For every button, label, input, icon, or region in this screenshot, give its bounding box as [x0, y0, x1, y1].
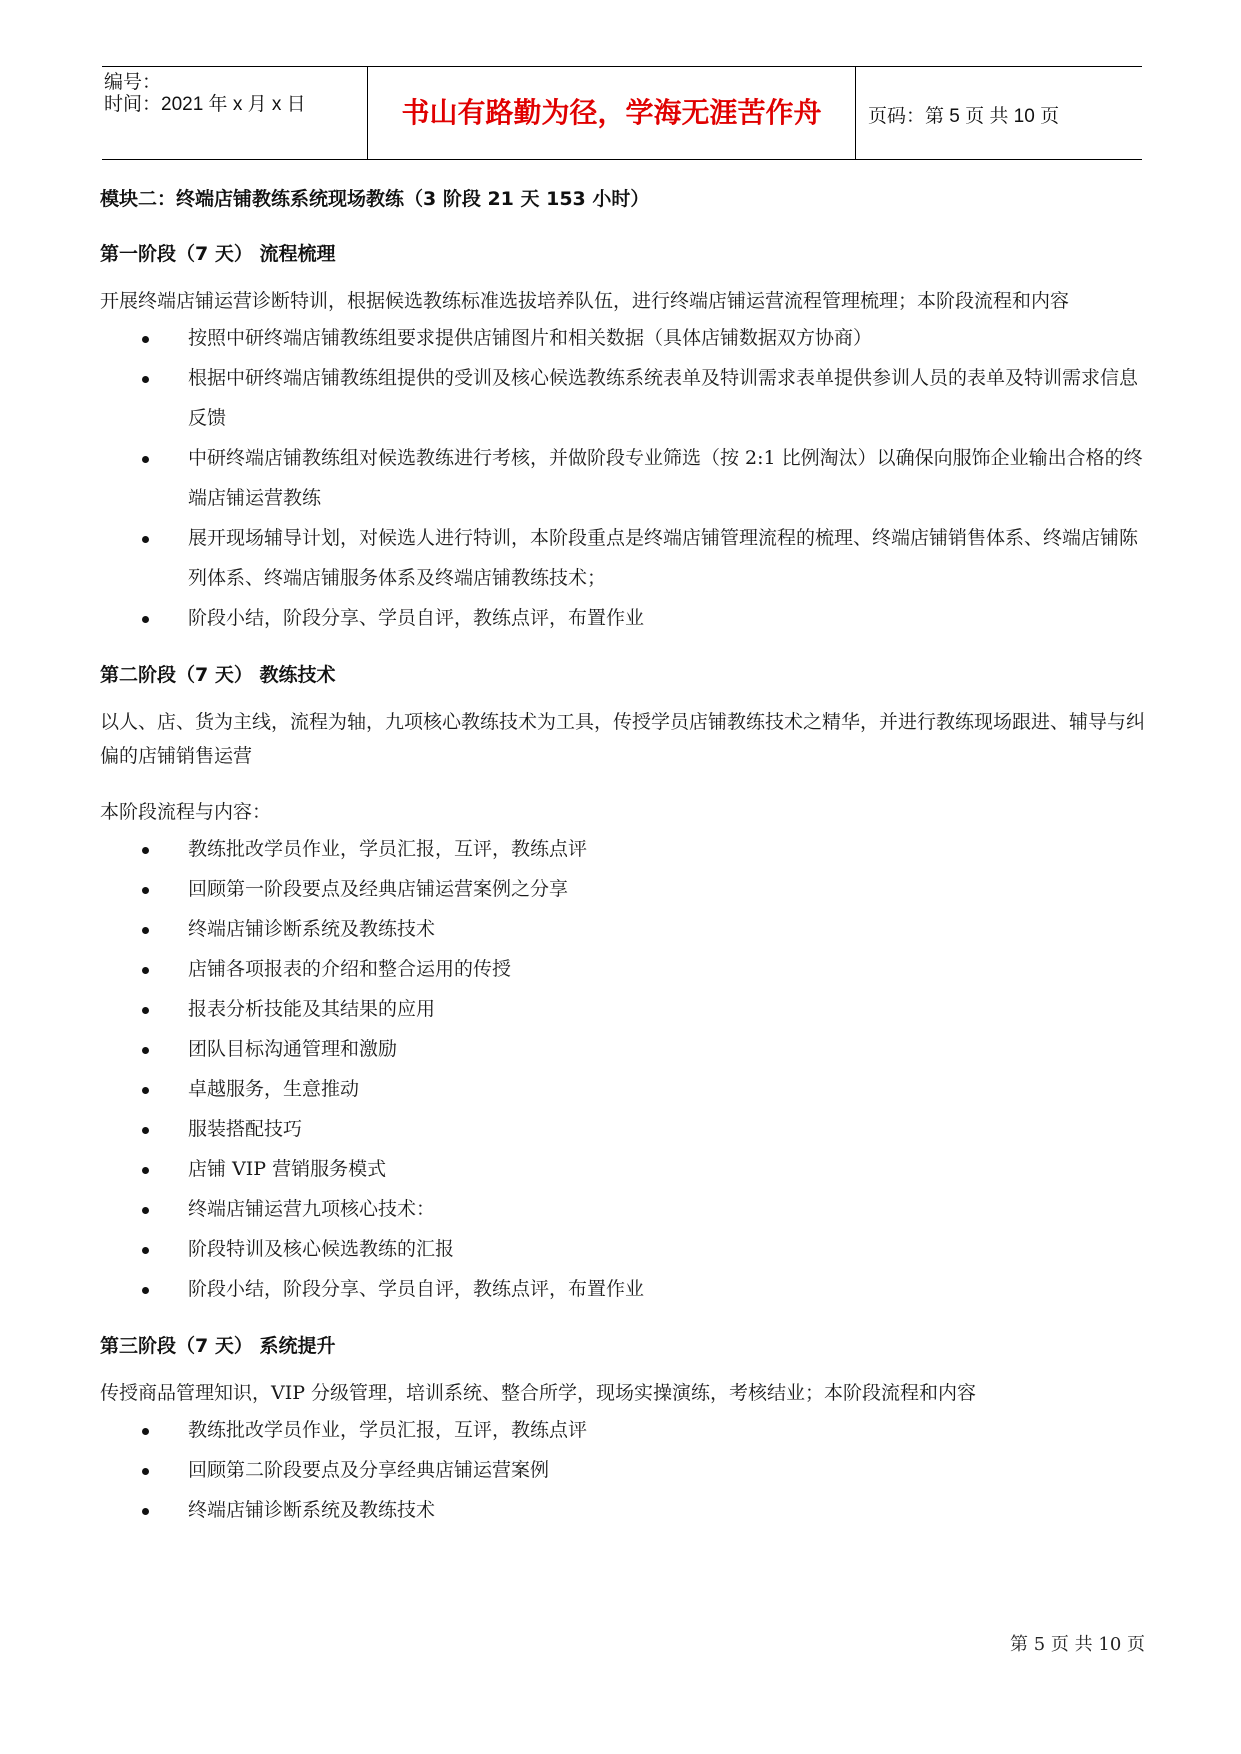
bullet-icon	[142, 536, 149, 543]
bullet-icon	[142, 1007, 149, 1014]
document-time-label: 时间：2021 年 x 月 x 日	[104, 94, 306, 115]
stage2-list	[100, 829, 1145, 1309]
list-item: 回顾第二阶段要点及分享经典店铺运营案例	[100, 1450, 1145, 1490]
stage3-intro: 传授商品管理知识，VIP 分级管理，培训系统、整合所学，现场实操演练，考核结业；本阶段流程和内容	[100, 1382, 977, 1404]
bullet-icon	[142, 1247, 149, 1254]
list-item: 团队目标沟通管理和激励	[100, 1029, 1145, 1069]
list-item: 终端店铺运营九项核心技术：	[100, 1189, 1145, 1229]
header-page-cell	[856, 67, 1142, 159]
stage2-sub-intro: 本阶段流程与内容：	[100, 801, 272, 823]
list-item: 终端店铺诊断系统及教练技术	[100, 1490, 1145, 1530]
bullet-icon	[142, 456, 149, 463]
stage2-title: 第二阶段（7 天） 教练技术	[100, 664, 336, 686]
stage1-intro: 开展终端店铺运营诊断特训，根据候选教练标准选拔培养队伍，进行终端店铺运营流程管理梳理；本阶段流程和内容	[100, 290, 1070, 312]
bullet-icon	[142, 1428, 149, 1435]
list-item: 店铺各项报表的介绍和整合运用的传授	[100, 949, 1145, 989]
stage1-list	[100, 318, 1145, 638]
page-footer: 第 5 页 共 10 页	[1010, 1634, 1145, 1655]
bullet-icon	[142, 927, 149, 934]
stage3-title: 第三阶段（7 天） 系统提升	[100, 1335, 336, 1357]
header-meta-cell	[102, 67, 367, 159]
list-item: 服装搭配技巧	[100, 1109, 1145, 1149]
module-title: 模块二：终端店铺教练系统现场教练（3 阶段 21 天 153 小时）	[100, 188, 650, 210]
list-item: 教练批改学员作业，学员汇报，互评，教练点评	[100, 829, 1145, 869]
header-page-number: 页码：第 5 页 共 10 页	[868, 106, 1060, 127]
bullet-icon	[142, 1087, 149, 1094]
bullet-icon	[142, 847, 149, 854]
bullet-icon	[142, 1207, 149, 1214]
bullet-icon	[142, 1508, 149, 1515]
list-item: 展开现场辅导计划，对候选人进行特训，本阶段重点是终端店铺管理流程的梳理、终端店铺销售体系、终端店铺陈列体系、终端店铺服务体系及终端店铺教练技术；	[100, 518, 1145, 598]
document-number-label: 编号：	[104, 72, 162, 93]
bullet-icon	[142, 1127, 149, 1134]
bullet-icon	[142, 887, 149, 894]
bullet-icon	[142, 967, 149, 974]
bullet-icon	[142, 1468, 149, 1475]
list-item: 根据中研终端店铺教练组提供的受训及核心候选教练系统表单及特训需求表单提供参训人员的表单及特训需求信息反馈	[100, 358, 1145, 438]
page-header	[102, 66, 1142, 160]
bullet-icon	[142, 376, 149, 383]
list-item: 卓越服务，生意推动	[100, 1069, 1145, 1109]
header-motto-cell	[367, 67, 856, 159]
header-motto: 书山有路勤为径，学海无涯苦作舟	[401, 96, 822, 129]
bullet-icon	[142, 1047, 149, 1054]
list-item: 终端店铺诊断系统及教练技术	[100, 909, 1145, 949]
list-item: 阶段小结，阶段分享、学员自评，教练点评，布置作业	[100, 598, 1145, 638]
stage1-title: 第一阶段（7 天） 流程梳理	[100, 243, 336, 265]
bullet-icon	[142, 616, 149, 623]
list-item: 阶段小结，阶段分享、学员自评，教练点评，布置作业	[100, 1269, 1145, 1309]
bullet-icon	[142, 1167, 149, 1174]
list-item: 教练批改学员作业，学员汇报，互评，教练点评	[100, 1410, 1145, 1450]
list-item: 店铺 VIP 营销服务模式	[100, 1149, 1145, 1189]
list-item: 阶段特训及核心候选教练的汇报	[100, 1229, 1145, 1269]
document-body	[100, 184, 1145, 1530]
list-item: 回顾第一阶段要点及经典店铺运营案例之分享	[100, 869, 1145, 909]
stage3-list	[100, 1410, 1145, 1530]
list-item: 中研终端店铺教练组对候选教练进行考核，并做阶段专业筛选（按 2:1 比例淘汰）以确保向服饰企业输出合格的终端店铺运营教练	[100, 438, 1145, 518]
list-item: 报表分析技能及其结果的应用	[100, 989, 1145, 1029]
bullet-icon	[142, 1287, 149, 1294]
stage2-intro: 以人、店、货为主线，流程为轴，九项核心教练技术为工具，传授学员店铺教练技术之精华，并进行教练现场跟进、辅导与纠偏的店铺销售运营	[100, 711, 1146, 767]
bullet-icon	[142, 336, 149, 343]
list-item: 按照中研终端店铺教练组要求提供店铺图片和相关数据（具体店铺数据双方协商）	[100, 318, 1145, 358]
